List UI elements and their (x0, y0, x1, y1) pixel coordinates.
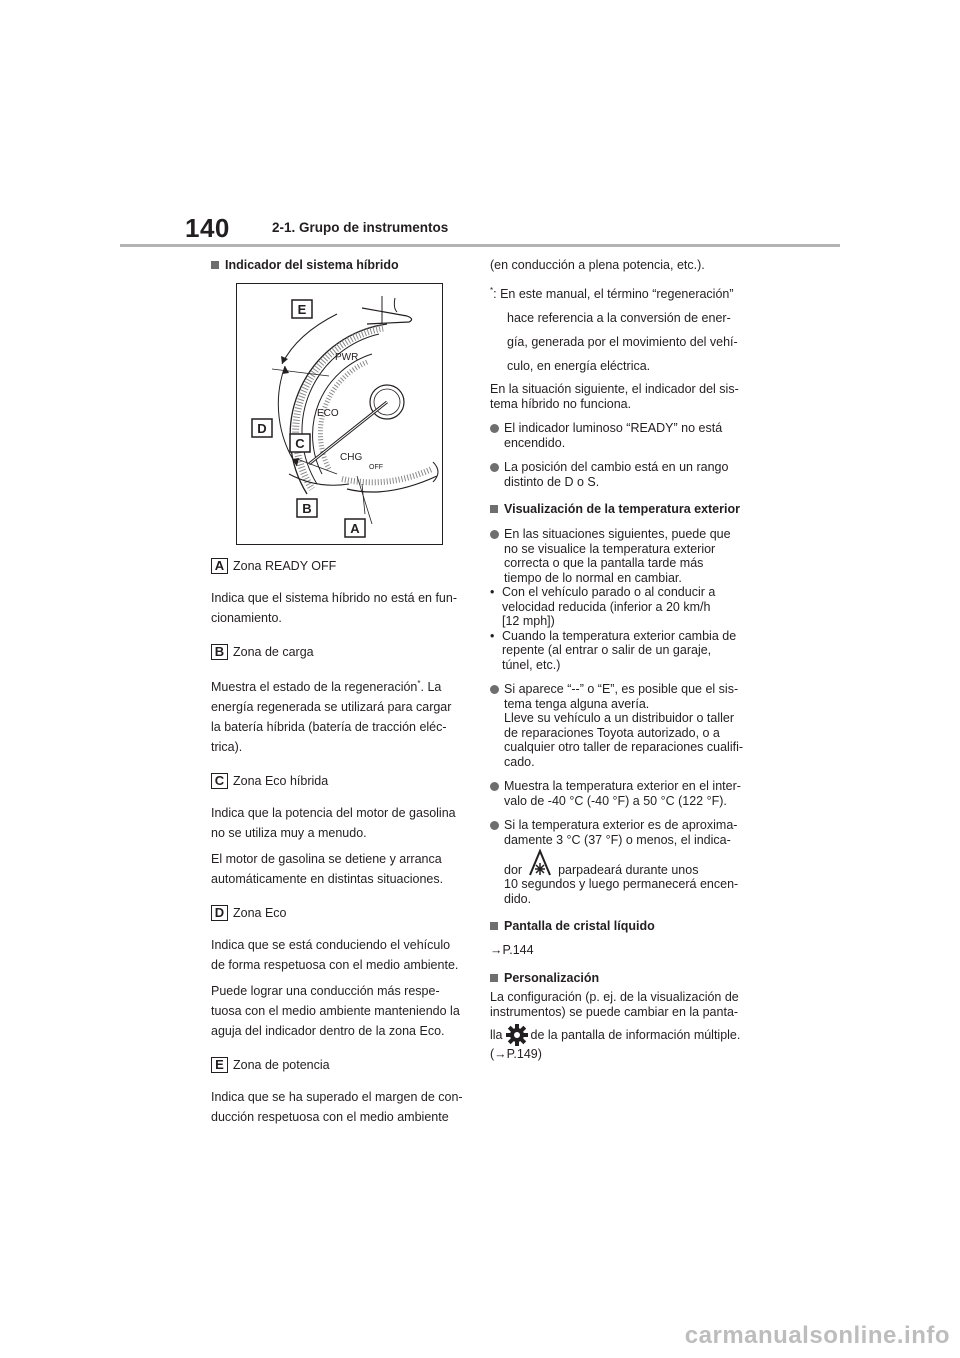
customization-text: La configuración (p. ej. de la visualización de instrumentos) se puede cambiar en la panta- lla de la pantalla de información múltiple. (→P.149) (490, 990, 760, 1062)
circle-bullet-icon (490, 685, 499, 694)
eco-label: ECO (317, 408, 339, 419)
chg-label: CHG (340, 452, 363, 463)
lcd-page-reference[interactable]: →P.144 (490, 943, 534, 958)
zone-c-title: C Zona Eco híbrida (211, 771, 471, 791)
zone-b-line: trica). (211, 740, 243, 755)
label-box-c (290, 434, 310, 452)
left-column (211, 255, 471, 275)
situation-text: En la situación siguiente, el indicador del sis- tema híbrido no funciona. (490, 382, 739, 411)
outside-temp-heading: Visualización de la temperatura exterior (490, 499, 760, 519)
header-rule (120, 244, 840, 247)
svg-text:C: C (295, 436, 305, 451)
zone-e-line: Indica que se ha superado el margen de con- (211, 1090, 463, 1105)
zone-b-line: Muestra el estado de la regeneración*. La (211, 679, 442, 695)
section-title: 2-1. Grupo de instrumentos (272, 220, 449, 235)
zone-a-line: cionamiento. (211, 611, 282, 625)
page-number: 140 (185, 213, 230, 243)
zone-d-line: aguja del indicador dentro de la zona Eco. (211, 1024, 445, 1039)
gear-icon (505, 1023, 529, 1047)
circle-bullet-icon (490, 782, 499, 791)
svg-text:B: B (302, 501, 312, 516)
svg-text:D: D (257, 421, 267, 436)
label-box-d (252, 419, 272, 437)
zone-c-line: Indica que la potencia del motor de gasolina (211, 806, 456, 821)
svg-text:A: A (350, 521, 360, 536)
zone-d-line: Indica que se está conduciendo el vehículo (211, 938, 451, 953)
customization-page-reference[interactable]: (→P.149) (490, 1047, 542, 1062)
list-item: Si aparece “--” o “E”, es posible que el sis- tema tenga alguna avería. Lleve su vehículo a un distribuidor o taller de reparaciones Toyota autorizado, o a cualquier otro taller de reparaciones cualifi- cado. (490, 682, 760, 769)
zone-d-line: tuosa con el medio ambiente manteniendo la (211, 1004, 460, 1019)
label-box-e (292, 300, 312, 318)
svg-text:E: E (297, 302, 307, 317)
zone-e-title: E Zona de potencia (211, 1055, 471, 1075)
hybrid-indicator-figure (236, 283, 443, 545)
circle-bullet-icon (490, 463, 499, 472)
label-box-b (297, 499, 317, 517)
zone-b-line: la batería híbrida (batería de tracción eléc- (211, 720, 447, 735)
square-bullet-icon (490, 974, 498, 982)
zone-c-line: El motor de gasolina se detiene y arranca (211, 852, 442, 867)
gauge-illustration (237, 284, 442, 544)
right-column (490, 255, 760, 1062)
footnote: *: En este manual, el término “regeneración” hace referencia a la conversión de ener- gía, generada por el movimiento del vehí- culo, en energía eléctrica. (490, 286, 738, 374)
sub-list-item: • Con el vehículo parado o al conducir a velocidad reducida (inferior a 20 km/h [12 mph]) (490, 585, 716, 629)
zone-b-title: B Zona de carga (211, 642, 471, 662)
zone-c-line: automáticamente en distintas situaciones. (211, 872, 444, 887)
zone-c-line: no se utiliza muy a menudo. (211, 826, 367, 841)
list-item: Muestra la temperatura exterior en el inter- valo de -40 °C (-40 °F) a 50 °C (122 °F). (490, 779, 760, 808)
zone-d-line: Puede lograr una conducción más respe- (211, 984, 440, 999)
zone-descriptions (211, 556, 471, 1127)
zone-d-line: de forma respetuosa con el medio ambiente. (211, 958, 459, 973)
zone-a-line: Indica que el sistema híbrido no está en fun- (211, 591, 457, 605)
continuation-text: (en conducción a plena potencia, etc.). (490, 258, 705, 272)
watermark: carmanualsonline.info (684, 1322, 950, 1349)
circle-bullet-icon (490, 424, 499, 433)
list-item: La posición del cambio está en un rango distinto de D o S. (490, 460, 760, 489)
square-bullet-icon (490, 505, 498, 513)
square-bullet-icon (490, 922, 498, 930)
list-item: El indicador luminoso “READY” no está encendido. (490, 421, 760, 450)
circle-bullet-icon (490, 821, 499, 830)
zone-b-line: energía regenerada se utilizará para cargar (211, 700, 452, 715)
list-item: En las situaciones siguientes, puede que no se visualice la temperatura exterior correcta o que la pantalla tarde más tiempo de lo normal en cambiar. (490, 527, 760, 585)
lcd-heading: Pantalla de cristal líquido (490, 916, 760, 936)
hybrid-indicator-heading: Indicador del sistema híbrido (211, 255, 471, 275)
circle-bullet-icon (490, 530, 499, 539)
off-label: OFF (369, 464, 383, 471)
frost-warning-icon (526, 849, 554, 877)
zone-a-title: A Zona READY OFF (211, 556, 471, 576)
customization-heading: Personalización (490, 968, 760, 988)
label-box-a (345, 519, 365, 537)
zone-d-title: D Zona Eco (211, 903, 471, 923)
pwr-label: PWR (335, 352, 359, 363)
sub-list-item: • Cuando la temperatura exterior cambia de repente (al entrar o salir de un garaje, túnel, etc.) (490, 628, 737, 672)
zone-e-line: ducción respetuosa con el medio ambiente (211, 1110, 449, 1125)
list-item: Si la temperatura exterior es de aproxima- damente 3 °C (37 °F) o menos, el indica- dor parpadeará durante unos 10 segundos y luego permanecerá encen- dido. (490, 818, 760, 906)
square-bullet-icon (211, 261, 219, 269)
